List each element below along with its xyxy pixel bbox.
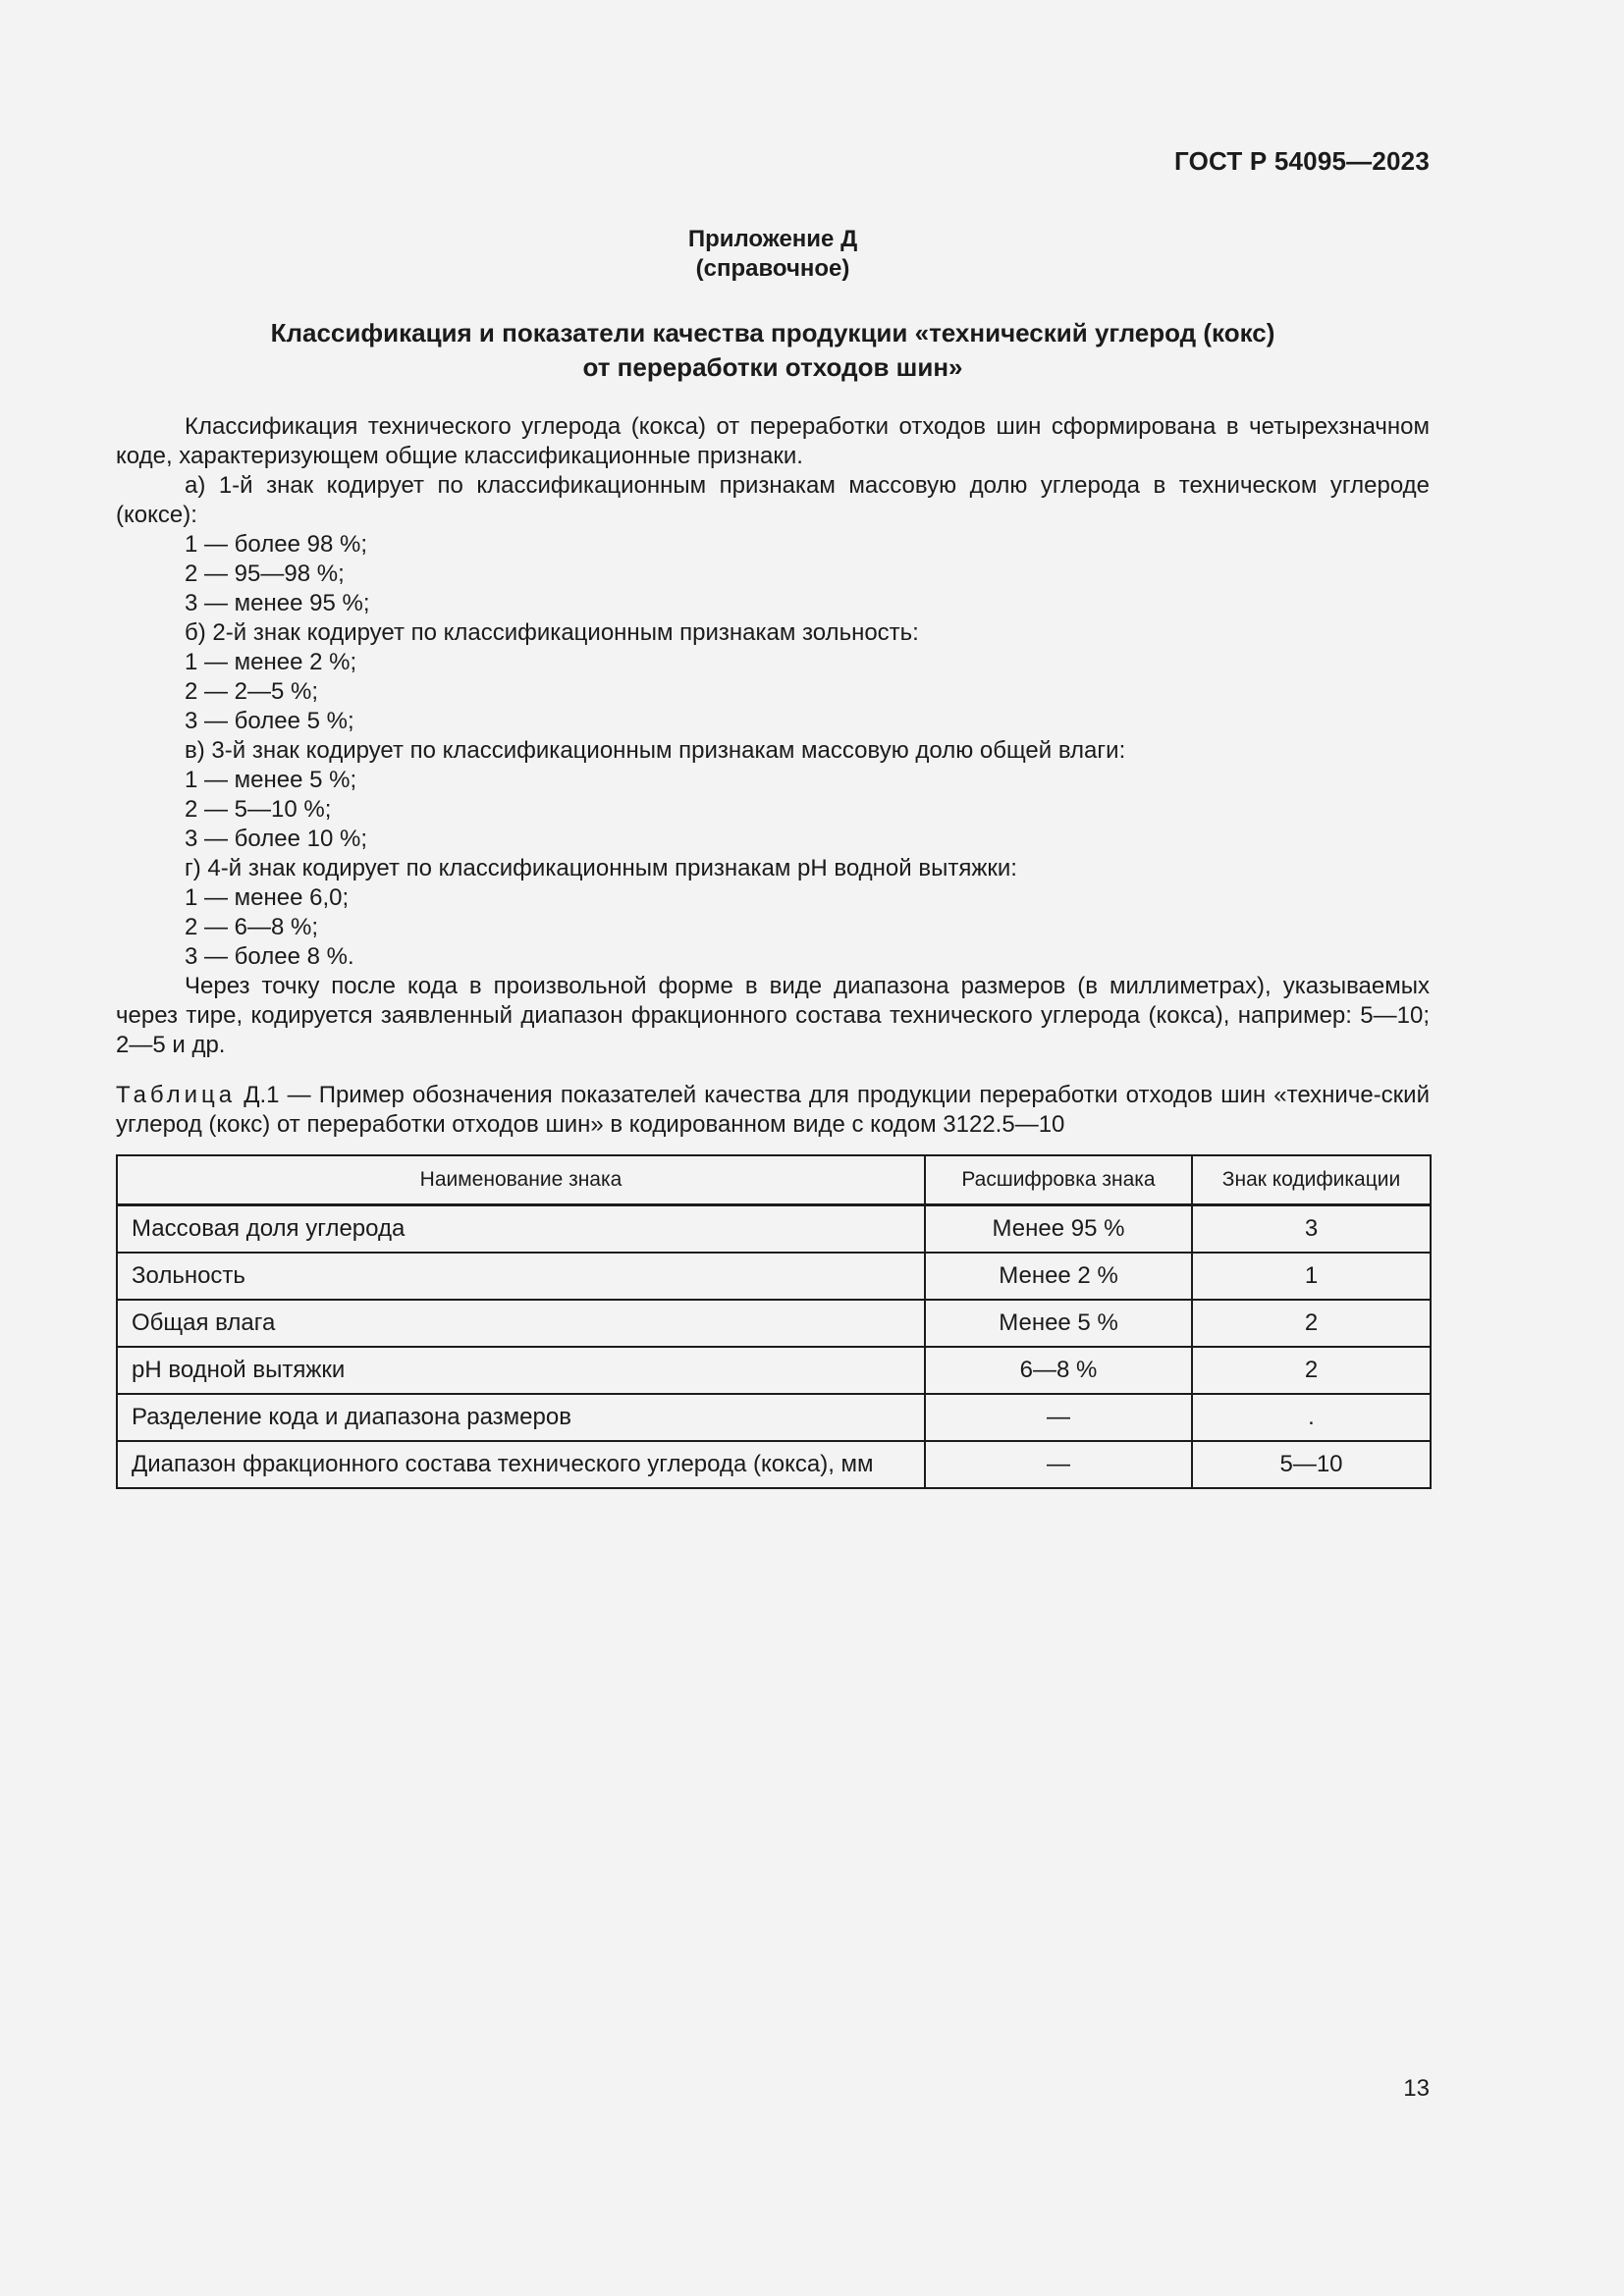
list-item: 3 — более 5 %;	[185, 708, 354, 734]
item-c-paragraph: в) 3-й знак кодирует по классификационным признакам массовую долю общей влаги:	[185, 737, 1126, 764]
section-heading-line-2: от переработки отходов шин»	[582, 352, 963, 382]
list-item: 2 — 5—10 %;	[185, 796, 332, 823]
list-item: 2 — 95—98 %;	[185, 561, 345, 587]
section-heading-line-1: Классификация и показатели качества продукции «технический углерод (кокс)	[270, 318, 1275, 347]
cell-decoding: —	[925, 1441, 1192, 1488]
cell-code: 2	[1192, 1347, 1431, 1394]
table-row	[117, 1253, 1431, 1300]
cell-code: 5—10	[1192, 1441, 1431, 1488]
list-item: 3 — более 8 %.	[185, 943, 354, 970]
cell-code: 1	[1192, 1253, 1431, 1300]
cell-decoding: Менее 95 %	[925, 1205, 1192, 1254]
page-number: 13	[1403, 2075, 1430, 2102]
cell-code: .	[1192, 1394, 1431, 1441]
appendix-label	[116, 225, 1430, 284]
list-item: 1 — менее 2 %;	[185, 649, 357, 675]
list-item: 3 — более 10 %;	[185, 826, 367, 852]
cell-decoding: 6—8 %	[925, 1347, 1192, 1394]
table-row	[117, 1441, 1431, 1488]
table-header-row	[117, 1155, 1431, 1205]
table-row	[117, 1205, 1431, 1254]
list-item: 1 — более 98 %;	[185, 531, 367, 558]
table-caption-label: Таблица	[116, 1082, 237, 1108]
column-header-code: Знак кодификации	[1192, 1155, 1431, 1205]
document-code: ГОСТ Р 54095—2023	[1174, 146, 1430, 176]
cell-name: Диапазон фракционного состава технического углерода (кокса), мм	[117, 1441, 925, 1488]
cell-decoding: —	[925, 1394, 1192, 1441]
list-item: 1 — менее 6,0;	[185, 884, 350, 911]
list-item: 3 — менее 95 %;	[185, 590, 370, 616]
list-item: 1 — менее 5 %;	[185, 767, 357, 793]
document-page	[116, 0, 1430, 2296]
cell-name: рН водной вытяжки	[117, 1347, 925, 1394]
intro-paragraph: Классификация технического углерода (кокса) от переработки отходов шин сформирована в четырехзначном коде, характеризующем общие классификационные признаки.	[116, 413, 1430, 469]
classification-table	[116, 1154, 1432, 1489]
section-heading	[116, 316, 1430, 385]
cell-decoding: Менее 2 %	[925, 1253, 1192, 1300]
body-text	[116, 412, 1430, 1060]
table-row	[117, 1300, 1431, 1347]
item-b-paragraph: б) 2-й знак кодирует по классификационным признакам зольность:	[185, 619, 919, 646]
cell-name: Зольность	[117, 1253, 925, 1300]
column-header-name: Наименование знака	[117, 1155, 925, 1205]
cell-name: Массовая доля углерода	[117, 1205, 925, 1254]
item-d-paragraph: г) 4-й знак кодирует по классификационным признакам рН водной вытяжки:	[185, 855, 1017, 881]
item-a-paragraph: а) 1-й знак кодирует по классификационным признакам массовую долю углерода в техническом углероде (коксе):	[116, 472, 1430, 528]
outro-paragraph: Через точку после кода в произвольной форме в виде диапазона размеров (в миллиметрах), указываемых через тире, кодируется заявленный диапазон фракционного состава технического углерода (кокса), например: 5—10; 2—5 и др.	[116, 973, 1430, 1058]
list-item: 2 — 2—5 %;	[185, 678, 319, 705]
cell-code: 2	[1192, 1300, 1431, 1347]
list-item: 2 — 6—8 %;	[185, 914, 319, 940]
cell-name: Общая влага	[117, 1300, 925, 1347]
column-header-decoding: Расшифровка знака	[925, 1155, 1192, 1205]
table-row	[117, 1394, 1431, 1441]
table-row	[117, 1347, 1431, 1394]
table-caption	[116, 1081, 1430, 1140]
table-caption-text: Д.1 — Пример обозначения показателей качества для продукции переработки отходов шин «техниче-ский углерод (кокс) от переработки отходов шин» в кодированном виде с кодом 3122.5—10	[116, 1082, 1430, 1138]
appendix-subtitle: (справочное)	[695, 255, 850, 282]
appendix-title: Приложение Д	[687, 226, 858, 252]
cell-name: Разделение кода и диапазона размеров	[117, 1394, 925, 1441]
cell-decoding: Менее 5 %	[925, 1300, 1192, 1347]
cell-code: 3	[1192, 1205, 1431, 1254]
